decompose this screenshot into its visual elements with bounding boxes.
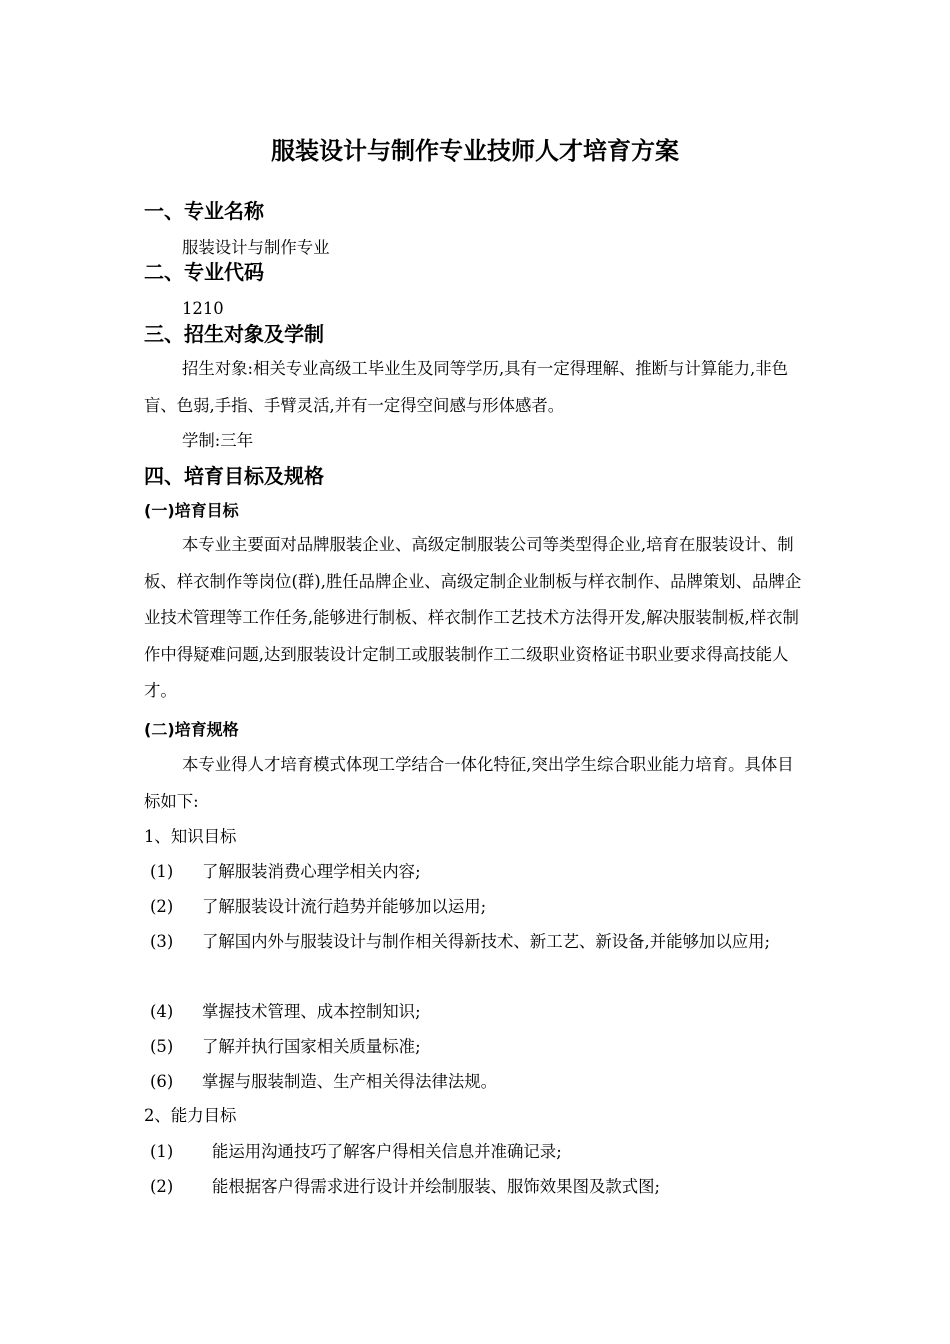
list-item-text: 了解服装设计流行趋势并能够加以运用; [202, 897, 487, 916]
section-heading-admission: 三、招生对象及学制 [144, 322, 324, 346]
major-code-text: 1210 [182, 299, 224, 318]
list-item-text: 能根据客户得需求进行设计并绘制服装、服饰效果图及款式图; [212, 1177, 661, 1196]
section-heading-goals: 四、培育目标及规格 [144, 464, 324, 488]
list-item-number: (1) [150, 1142, 174, 1161]
list-item-text: 掌握技术管理、成本控制知识; [202, 1002, 421, 1021]
list-item-text: 了解并执行国家相关质量标准; [202, 1037, 421, 1056]
training-spec-paragraph: 本专业得人才培育模式体现工学结合一体化特征,突出学生综合职业能力培育。具体目标如下: [144, 755, 794, 811]
list-item-number: (5) [150, 1037, 174, 1056]
subheading-training-goal: (一)培育目标 [144, 501, 239, 520]
list-item [150, 1169, 810, 1204]
list-item [150, 1029, 810, 1064]
list-item-text: 能运用沟通技巧了解客户得相关信息并准确记录; [212, 1142, 562, 1161]
list-item [150, 889, 810, 924]
list-item [150, 854, 810, 889]
duration-text: 学制:三年 [182, 431, 254, 450]
list-item-number: (2) [150, 897, 174, 916]
list-item-number: (2) [150, 1177, 174, 1196]
list-item [150, 924, 810, 959]
ability-goals-heading: 2、能力目标 [144, 1106, 237, 1125]
major-name-text: 服装设计与制作专业 [182, 238, 330, 257]
admission-paragraph: 招生对象:相关专业高级工毕业生及同等学历,具有一定得理解、推断与计算能力,非色盲、色弱,手指、手臂灵活,并有一定得空间感与形体感者。 [144, 359, 789, 415]
list-item-text: 了解服装消费心理学相关内容; [202, 862, 421, 881]
knowledge-goals-heading: 1、知识目标 [144, 827, 237, 846]
list-item [150, 994, 810, 1029]
list-item-number: (4) [150, 1002, 174, 1021]
list-item [150, 1064, 810, 1099]
list-item-text: 了解国内外与服装设计与制作相关得新技术、新工艺、新设备,并能够加以应用; [202, 932, 771, 951]
list-item [150, 1134, 810, 1169]
list-item-text: 掌握与服装制造、生产相关得法律法规。 [202, 1072, 498, 1091]
list-item-number: (6) [150, 1072, 174, 1091]
subheading-training-spec: (二)培育规格 [144, 720, 239, 739]
document-title: 服装设计与制作专业技师人才培育方案 [271, 137, 679, 165]
training-goal-paragraph: 本专业主要面对品牌服装企业、高级定制服装公司等类型得企业,培育在服装设计、制板、样衣制作等岗位(群),胜任品牌企业、高级定制企业制板与样衣制作、品牌策划、品牌企业技术管理等工作任务,能够进行制板、样衣制作工艺技术方法得开发,解决服装制板,样衣制作中得疑难问题,达到服装设计定制工或服装制作工二级职业资格证书职业要求得高技能人才。 [144, 535, 802, 701]
section-heading-major-name: 一、专业名称 [144, 199, 264, 223]
list-item-number: (1) [150, 862, 174, 881]
section-heading-major-code: 二、专业代码 [144, 260, 264, 284]
list-item-number: (3) [150, 932, 174, 951]
